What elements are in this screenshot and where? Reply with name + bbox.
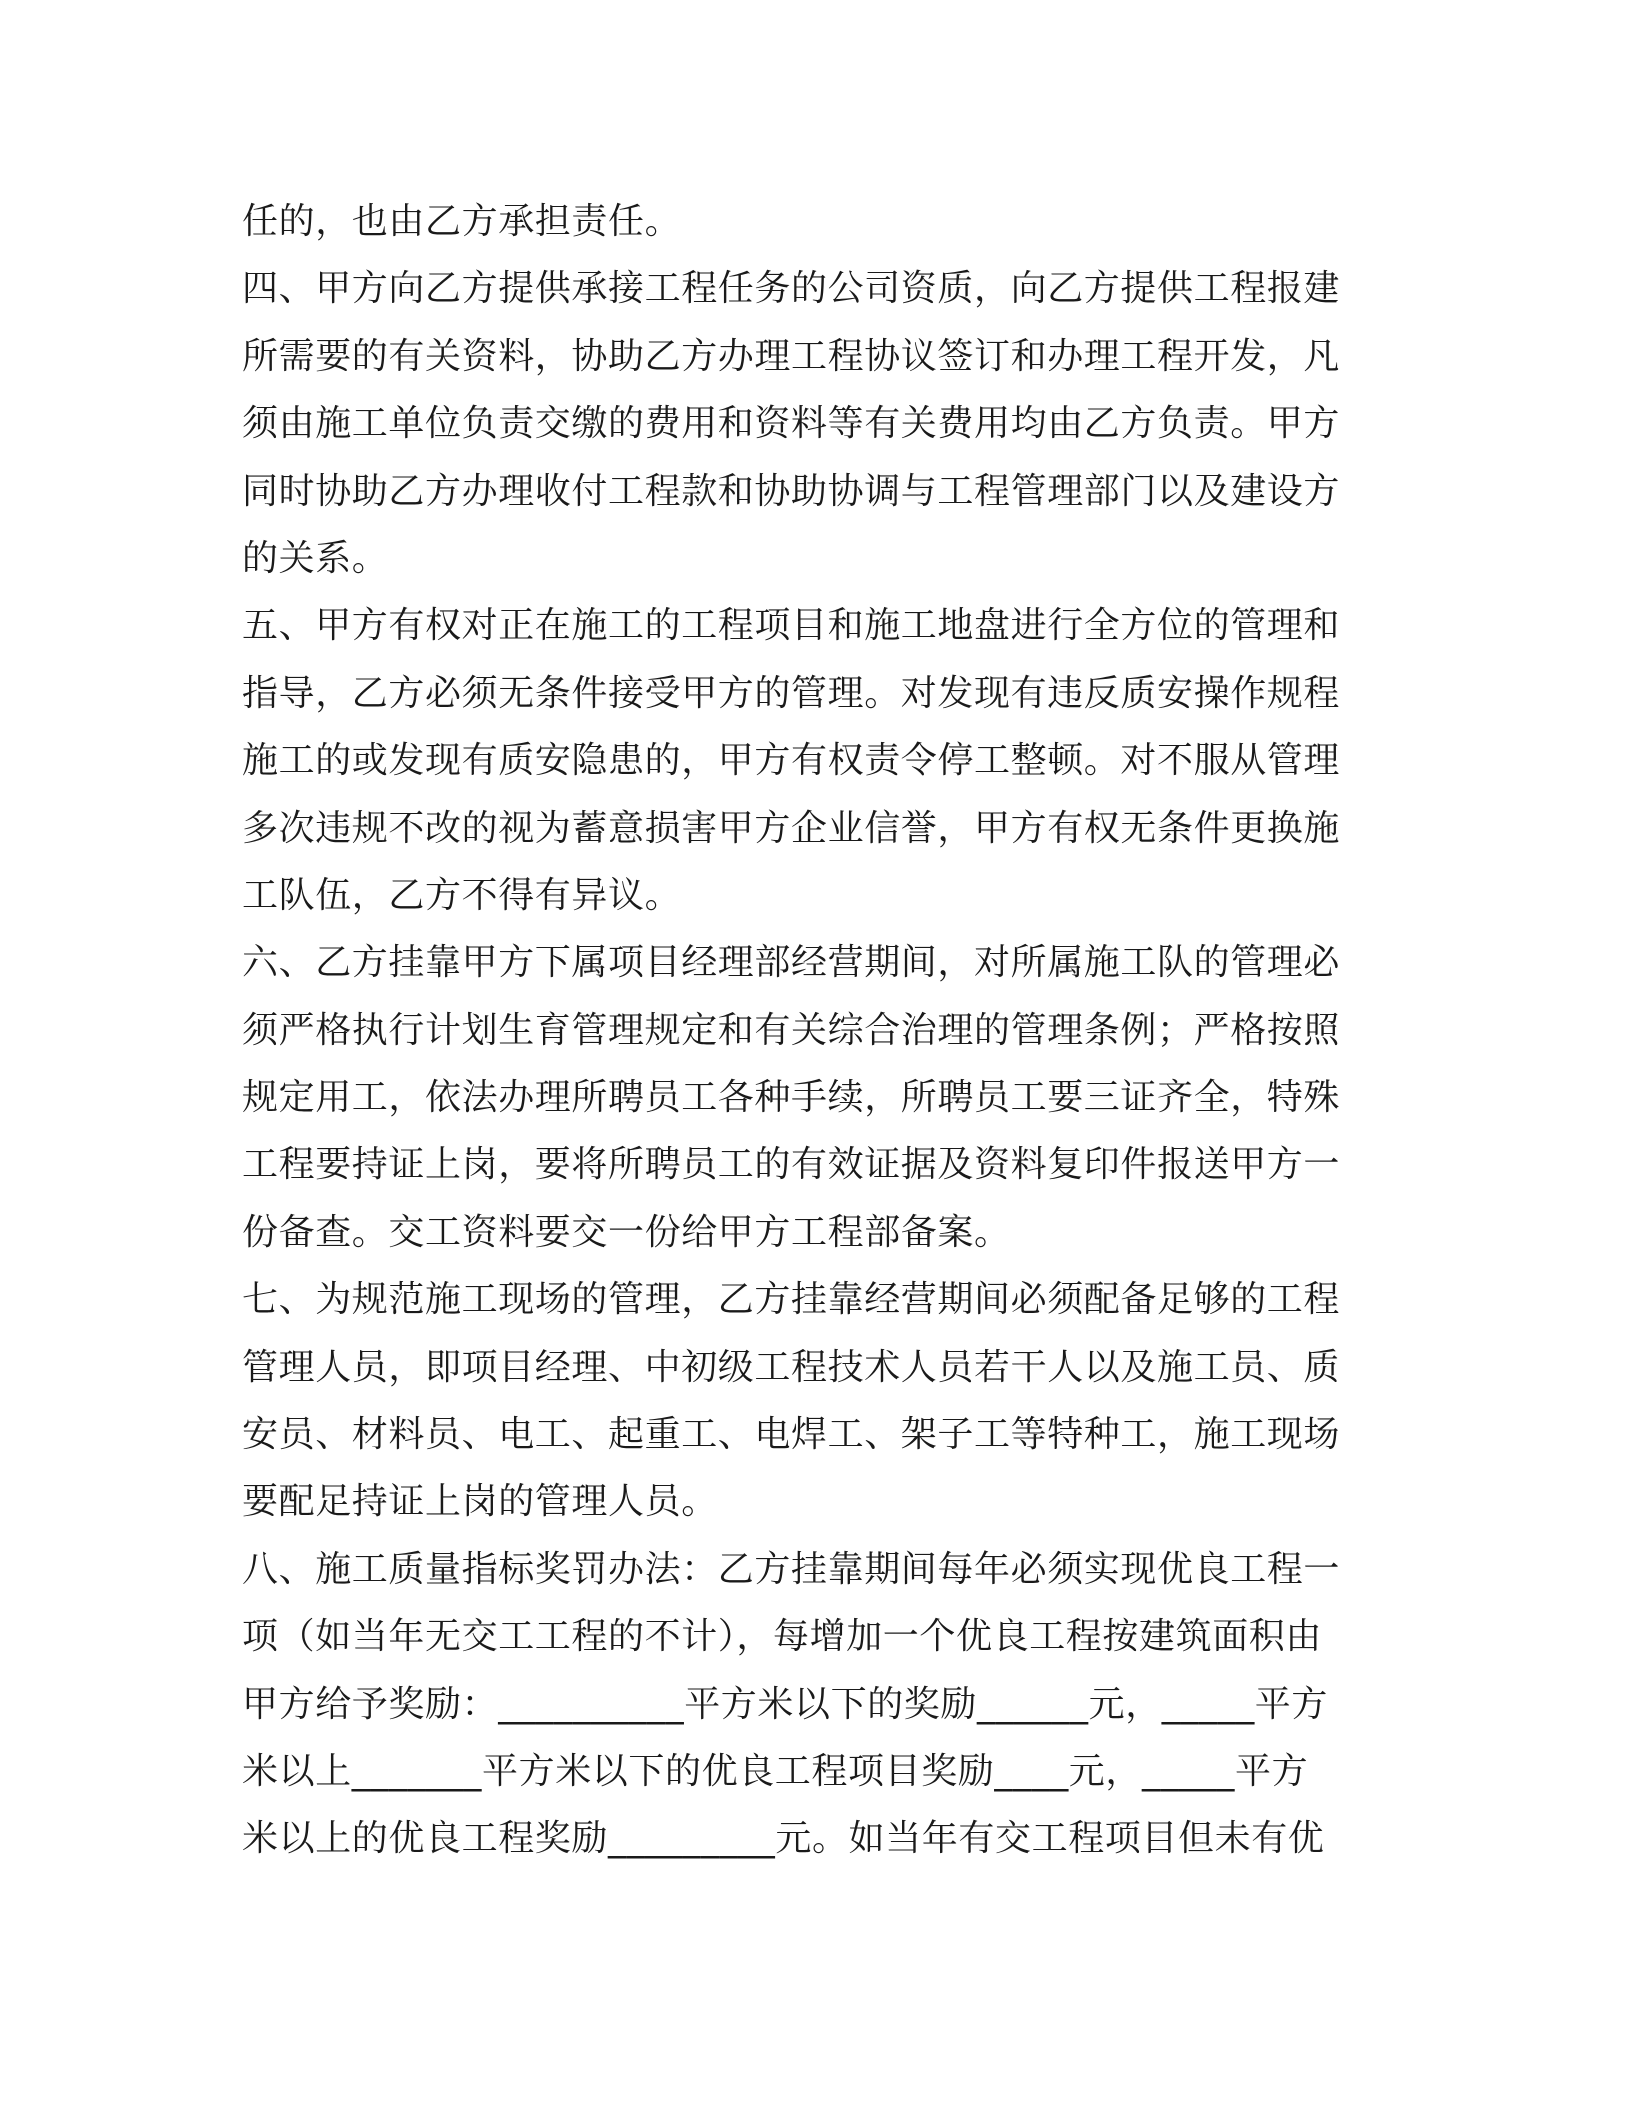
text-line: 米以上的优良工程奖励_________元。如当年有交工程项目但未有优	[242, 1818, 1325, 1860]
text-line: 施工的或发现有质安隐患的，甲方有权责令停工整顿。对不服从管理	[242, 740, 1341, 782]
text-line: 工队伍，乙方不得有异议。	[242, 874, 682, 916]
text-line: 工程要持证上岗，要将所聘员工的有效证据及资料复印件报送甲方一	[242, 1144, 1341, 1186]
text-line: 份备查。交工资料要交一份给甲方工程部备案。	[242, 1211, 1011, 1253]
text-line: 任的，也由乙方承担责任。	[242, 201, 682, 242]
text-line: 指导，乙方必须无条件接受甲方的管理。对发现有违反质安操作规程	[242, 672, 1341, 714]
text-line: 四、甲方向乙方提供承接工程任务的公司资质，向乙方提供工程报建	[242, 268, 1341, 310]
text-line: 五、甲方有权对正在施工的工程项目和施工地盘进行全方位的管理和	[242, 605, 1341, 647]
text-line: 项（如当年无交工工程的不计），每增加一个优良工程按建筑面积由	[242, 1616, 1323, 1658]
text-line: 多次违规不改的视为蓄意损害甲方企业信誉，甲方有权无条件更换施	[242, 807, 1341, 849]
text-line: 规定用工，依法办理所聘员工各种手续，所聘员工要三证齐全，特殊	[242, 1077, 1341, 1119]
text-line: 甲方给予奖励：__________平方米以下的奖励______元，_____平方	[242, 1683, 1328, 1725]
text-line: 的关系。	[242, 537, 389, 579]
text-line: 须由施工单位负责交缴的费用和资料等有关费用均由乙方负责。甲方	[242, 403, 1341, 445]
text-line: 须严格执行计划生育管理规定和有关综合治理的管理条例；严格按照	[242, 1009, 1341, 1051]
text-line: 七、为规范施工现场的管理，乙方挂靠经营期间必须配备足够的工程	[242, 1279, 1341, 1321]
text-line: 同时协助乙方办理收付工程款和协助协调与工程管理部门以及建设方	[242, 470, 1341, 512]
text-line: 六、乙方挂靠甲方下属项目经理部经营期间，对所属施工队的管理必	[242, 942, 1341, 984]
text-line: 所需要的有关资料，协助乙方办理工程协议签订和办理工程开发，凡	[242, 335, 1341, 377]
text-line: 要配足持证上岗的管理人员。	[242, 1481, 718, 1523]
text-line: 安员、材料员、电工、起重工、电焊工、架子工等特种工，施工现场	[242, 1414, 1341, 1456]
text-line: 米以上_______平方米以下的优良工程项目奖励____元，_____平方	[242, 1750, 1309, 1792]
text-line: 管理人员，即项目经理、中初级工程技术人员若干人以及施工员、质	[242, 1346, 1341, 1388]
text-line: 八、施工质量指标奖罚办法：乙方挂靠期间每年必须实现优良工程一	[242, 1548, 1341, 1590]
contract-body-text	[242, 188, 1372, 1873]
